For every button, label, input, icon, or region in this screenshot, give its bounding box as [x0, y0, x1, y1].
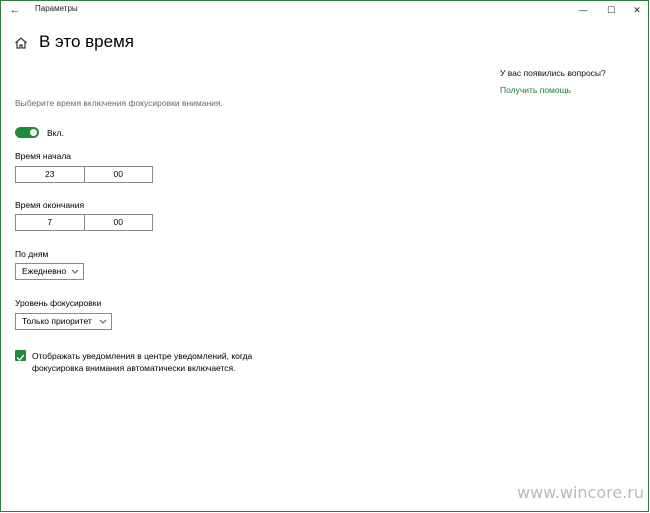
focus-level-dropdown[interactable] [15, 313, 112, 330]
by-days-dropdown[interactable] [15, 263, 84, 280]
notify-checkbox[interactable] [15, 350, 26, 361]
by-days-label: По дням [15, 249, 49, 259]
end-hour[interactable]: 7 [47, 217, 53, 227]
start-minute[interactable]: 00 [84, 167, 153, 182]
checkmark-icon [15, 352, 26, 363]
focus-toggle[interactable] [15, 127, 39, 138]
notify-line-2: фокусировка внимания автоматически включается. [32, 363, 236, 373]
start-time-label: Время начала [15, 151, 72, 161]
minimize-button[interactable]: — [578, 5, 588, 15]
app-title: Параметры [35, 4, 78, 13]
page-description: Выберите время включения фокусировки внимания. [15, 98, 223, 108]
page-title: В это время [39, 32, 134, 51]
get-help-link[interactable]: Получить помощь [500, 85, 572, 95]
end-time-picker[interactable] [15, 214, 153, 231]
close-button[interactable]: ✕ [633, 5, 641, 15]
back-arrow-icon[interactable]: ← [9, 4, 21, 16]
end-time-label: Время окончания [15, 200, 85, 210]
toggle-label: Вкл. [47, 128, 64, 138]
focus-level-value: Только приоритет [22, 316, 92, 326]
watermark: www.wincore.ru [517, 483, 645, 502]
notify-checkbox-label [32, 350, 292, 374]
chevron-down-icon [71, 264, 79, 285]
maximize-button[interactable]: ☐ [606, 5, 616, 15]
start-time-picker[interactable] [15, 166, 153, 183]
notify-line-1: Отображать уведомления в центре уведомлений, когда [32, 351, 253, 361]
focus-level-label: Уровень фокусировки [15, 298, 102, 308]
toggle-knob [30, 129, 37, 136]
end-minute[interactable]: 00 [84, 215, 153, 230]
home-icon[interactable] [14, 36, 28, 50]
start-hour[interactable]: 23 [45, 169, 55, 179]
help-question: У вас появились вопросы? [500, 68, 606, 78]
home-icon-glyph [14, 36, 28, 50]
title-bar [1, 1, 648, 19]
by-days-value: Ежедневно [22, 266, 67, 276]
chevron-down-icon [99, 314, 107, 335]
